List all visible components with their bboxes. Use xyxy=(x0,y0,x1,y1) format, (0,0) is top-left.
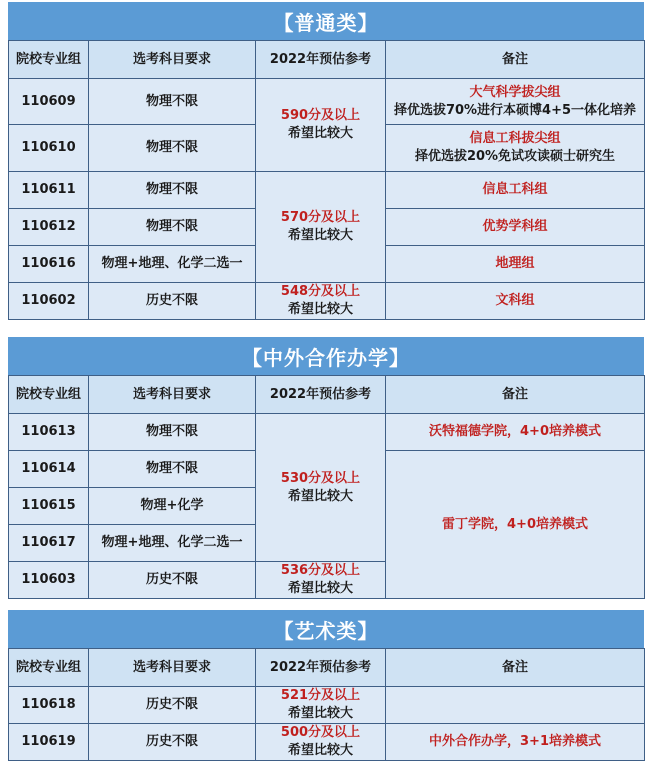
note-line1: 大气科学拔尖组 xyxy=(469,84,561,100)
note-line2: 择优选拔70%进行本硕博4+5一体化培养 xyxy=(393,102,637,118)
header-estimate: 2022年预估参考 xyxy=(256,41,386,79)
group-code: 110618 xyxy=(9,687,89,724)
header-subjects: 选考科目要求 xyxy=(89,41,256,79)
header-note: 备注 xyxy=(386,376,645,414)
section-title: 【艺术类】 xyxy=(8,610,644,648)
table-row xyxy=(9,283,645,320)
table-row xyxy=(9,414,645,451)
note-cell: 文科组 xyxy=(386,283,645,320)
subject-requirement: 物理不限 xyxy=(89,209,256,246)
note-line1: 信息工科拔尖组 xyxy=(469,131,561,146)
table-row xyxy=(9,79,645,125)
note-cell xyxy=(386,687,645,724)
estimate-cell xyxy=(256,79,386,172)
estimate-hope: 希望比较大 xyxy=(287,126,353,141)
subject-requirement: 历史不限 xyxy=(89,687,256,724)
note-cell xyxy=(386,79,645,125)
group-code: 110603 xyxy=(9,562,89,599)
note-cell: 中外合作办学，3+1培养模式 xyxy=(386,724,645,761)
header-note: 备注 xyxy=(386,41,645,79)
section-joint-program xyxy=(8,337,644,599)
group-code: 110611 xyxy=(9,172,89,209)
group-code: 110616 xyxy=(9,246,89,283)
admission-table xyxy=(8,40,645,320)
subject-requirement: 物理不限 xyxy=(89,172,256,209)
subject-requirement: 历史不限 xyxy=(89,724,256,761)
estimate-score: 500分及以上 xyxy=(280,725,361,740)
group-code: 110610 xyxy=(9,125,89,172)
header-subjects: 选考科目要求 xyxy=(89,376,256,414)
subject-requirement: 物理不限 xyxy=(89,125,256,172)
table-header-row xyxy=(9,376,645,414)
estimate-hope: 希望比较大 xyxy=(287,706,353,721)
note-cell: 信息工科组 xyxy=(386,172,645,209)
estimate-score: 521分及以上 xyxy=(280,688,361,703)
header-group: 院校专业组 xyxy=(9,376,89,414)
estimate-score: 590分及以上 xyxy=(280,108,361,123)
note-cell: 地理组 xyxy=(386,246,645,283)
subject-requirement: 物理+地理、化学二选一 xyxy=(89,525,256,562)
estimate-cell xyxy=(256,724,386,761)
estimate-score: 570分及以上 xyxy=(280,210,361,225)
estimate-score: 536分及以上 xyxy=(280,563,361,578)
estimate-score: 548分及以上 xyxy=(280,284,361,299)
estimate-cell xyxy=(256,562,386,599)
group-code: 110619 xyxy=(9,724,89,761)
note-cell: 沃特福德学院，4+0培养模式 xyxy=(386,414,645,451)
subject-requirement: 物理+化学 xyxy=(89,488,256,525)
group-code: 110614 xyxy=(9,451,89,488)
group-code: 110617 xyxy=(9,525,89,562)
section-arts xyxy=(8,610,644,761)
estimate-hope: 希望比较大 xyxy=(287,743,353,758)
admission-table xyxy=(8,375,645,599)
subject-requirement: 历史不限 xyxy=(89,283,256,320)
admission-table xyxy=(8,648,645,761)
estimate-cell xyxy=(256,172,386,283)
estimate-hope: 希望比较大 xyxy=(287,228,353,243)
estimate-hope: 希望比较大 xyxy=(287,302,353,317)
table-row xyxy=(9,172,645,209)
group-code: 110613 xyxy=(9,414,89,451)
subject-requirement: 物理不限 xyxy=(89,451,256,488)
header-estimate: 2022年预估参考 xyxy=(256,376,386,414)
section-title: 【普通类】 xyxy=(8,2,644,40)
estimate-cell xyxy=(256,414,386,562)
subject-requirement: 物理不限 xyxy=(89,79,256,125)
section-title: 【中外合作办学】 xyxy=(8,337,644,375)
table-header-row xyxy=(9,649,645,687)
group-code: 110609 xyxy=(9,79,89,125)
subject-requirement: 物理不限 xyxy=(89,414,256,451)
estimate-cell xyxy=(256,283,386,320)
group-code: 110612 xyxy=(9,209,89,246)
subject-requirement: 物理+地理、化学二选一 xyxy=(89,246,256,283)
header-estimate: 2022年预估参考 xyxy=(256,649,386,687)
table-header-row xyxy=(9,41,645,79)
estimate-cell xyxy=(256,687,386,724)
table-row xyxy=(9,687,645,724)
subject-requirement: 历史不限 xyxy=(89,562,256,599)
group-code: 110615 xyxy=(9,488,89,525)
note-cell: 雷丁学院，4+0培养模式 xyxy=(386,451,645,599)
header-note: 备注 xyxy=(386,649,645,687)
estimate-score: 530分及以上 xyxy=(280,470,361,486)
header-group: 院校专业组 xyxy=(9,41,89,79)
note-cell xyxy=(386,125,645,172)
table-row xyxy=(9,724,645,761)
estimate-hope: 希望比较大 xyxy=(287,488,353,504)
section-general xyxy=(8,2,644,320)
group-code: 110602 xyxy=(9,283,89,320)
header-group: 院校专业组 xyxy=(9,649,89,687)
note-cell: 优势学科组 xyxy=(386,209,645,246)
note-line2: 择优选拔20%免试攻读硕士研究生 xyxy=(414,149,616,164)
estimate-hope: 希望比较大 xyxy=(287,581,353,596)
header-subjects: 选考科目要求 xyxy=(89,649,256,687)
